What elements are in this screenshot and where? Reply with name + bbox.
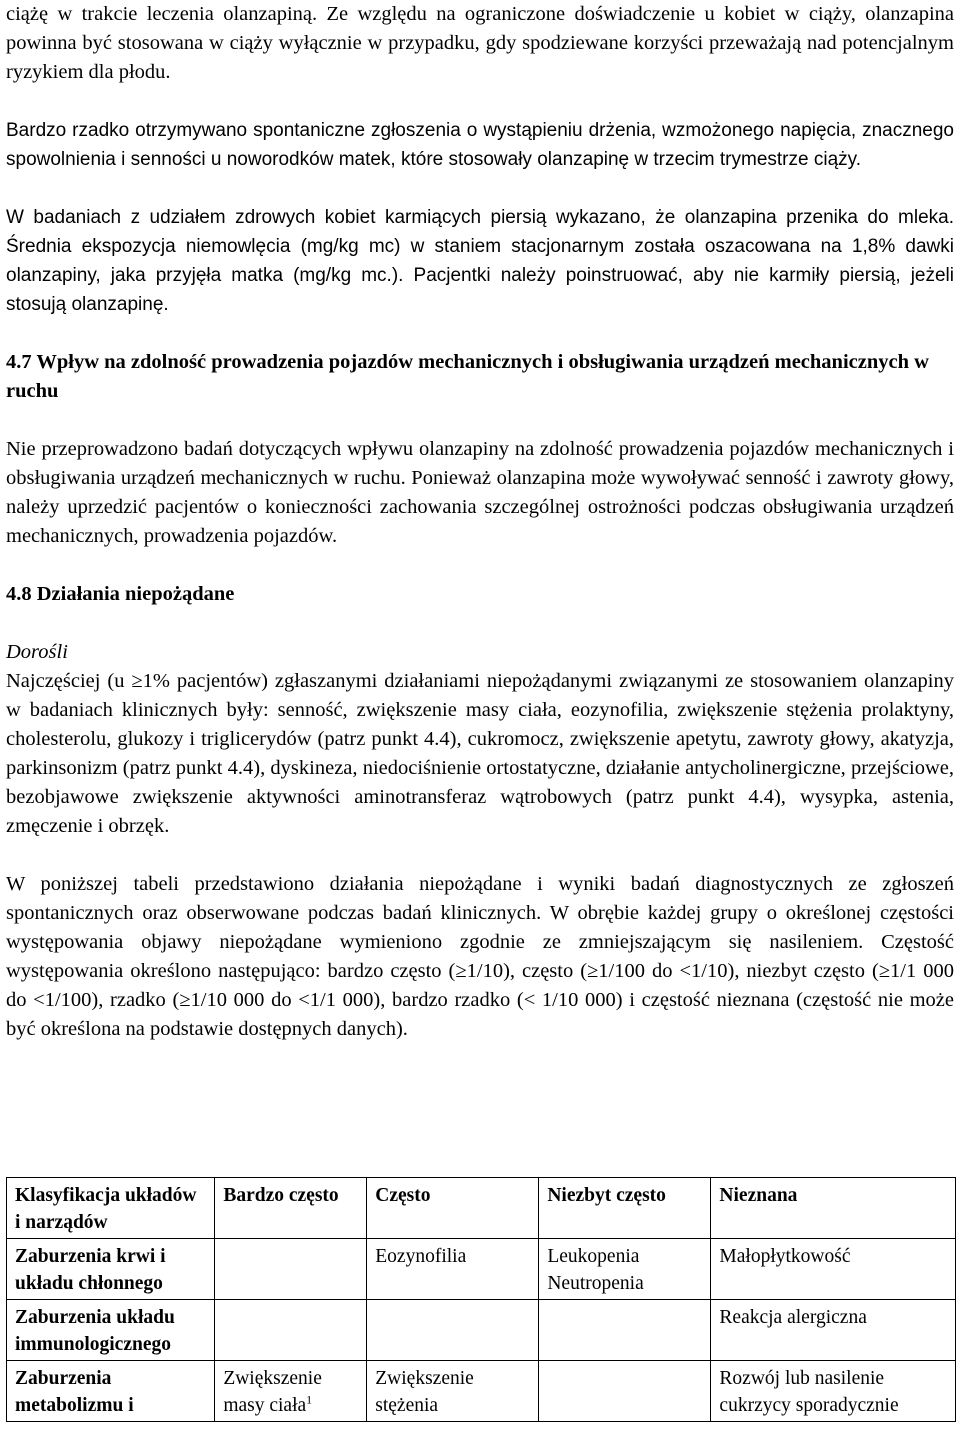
table-cell: Zwiększenie stężenia xyxy=(367,1361,539,1422)
table-cell: Leukopenia Neutropenia xyxy=(539,1239,711,1300)
header-common: Często xyxy=(367,1178,539,1239)
table-cell xyxy=(215,1361,367,1422)
adverse-effects-table xyxy=(6,1177,956,1422)
table-cell xyxy=(367,1300,539,1361)
table-cell xyxy=(215,1239,367,1300)
paragraph-pregnancy: ciążę w trakcie leczenia olanzapiną. Ze względu na ograniczone doświadczenie u kobiet w ciąży, olanzapina powinna być stosowana w ciąży wyłącznie w przypadku, gdy spodziewane korzyści przeważają nad potencjalnym ryzykiem dla płodu. xyxy=(6,3,954,83)
paragraph-newborn-reports: Bardzo rzadko otrzymywano spontaniczne zgłoszenia o wystąpieniu drżenia, wzmożonego napięcia, znacznego spowolnienia i senności u noworodków matek, które stosowały olanzapinę w trzecim trymestrze ciąży. xyxy=(6,120,954,170)
paragraph-frequency-definitions: W poniższej tabeli przedstawiono działania niepożądane i wyniki badań diagnostycznych ze zgłoszeń spontanicznych oraz obserwowane podczas badań klinicznych. W obrębie każdej grupy o określonej częstości występowania objawy niepożądane wymieniono zgodnie ze zmniejszającym się nasileniem. Częstość występowania określono następująco: bardzo często (≥1/10), często (≥1/100 do <1/10), niezbyt często (≥1/1 000 do <1/100), rzadko (≥1/10 000 do <1/1 000), bardzo rzadko (< 1/10 000) i częstość nieznana (częstość nie może być określona na podstawie dostępnych danych). xyxy=(6,873,954,1040)
footnote-marker: 1 xyxy=(306,1392,313,1407)
table-cell: Reakcja alergiczna xyxy=(711,1300,956,1361)
table-cell: Małopłytkowość xyxy=(711,1239,956,1300)
paragraph-breastfeeding: W badaniach z udziałem zdrowych kobiet karmiących piersią wykazano, że olanzapina przenika do mleka. Średnia ekspozycja niemowlęcia (mg/kg mc) w staniem stacjonarnym została oszacowana na 1,8% dawki olanzapiny, jaka przyjęła matka (mg/kg mc.). Pacjentki należy poinstruować, aby nie karmiły piersią, jeżeli stosują olanzapinę. xyxy=(6,207,954,315)
cell-text: Zwiększenie masy ciała xyxy=(223,1368,322,1416)
table-cell xyxy=(215,1300,367,1361)
table-cell: Zaburzenia układu immunologicznego xyxy=(7,1300,215,1361)
document-page xyxy=(6,0,954,1044)
header-unknown: Nieznana xyxy=(711,1178,956,1239)
section-heading-4-8: 4.8 Działania niepożądane xyxy=(6,583,235,605)
table-cell: Zaburzenia krwi i układu chłonnego xyxy=(7,1239,215,1300)
subheading-adults: Dorośli xyxy=(6,641,68,663)
table-cell: Rozwój lub nasilenie cukrzycy sporadycznie xyxy=(711,1361,956,1422)
paragraph-adverse-summary: Najczęściej (u ≥1% pacjentów) zgłaszanymi działaniami niepożądanymi związanymi ze stosowaniem olanzapiny w badaniach klinicznych były: senność, zwiększenie masy ciała, eozynofilia, zwiększenie stężenia prolaktyny, cholesterolu, glukozy i triglicerydów (patrz punkt 4.4), cukromocz, zwiększenie apetytu, zawroty głowy, akatyzja, parkinsonizm (patrz punkt 4.4), dyskineza, niedociśnienie ortostatyczne, działanie antycholinergiczne, przejściowe, bezobjawowe zwiększenie aktywności aminotransferaz wątrobowych (patrz punkt 4.4), wysypka, astenia, zmęczenie i obrzęk. xyxy=(6,670,954,837)
header-uncommon: Niezbyt często xyxy=(539,1178,711,1239)
table-row xyxy=(7,1361,956,1422)
table-row xyxy=(7,1300,956,1361)
table-row xyxy=(7,1239,956,1300)
table-cell: Zaburzenia metabolizmu i xyxy=(7,1361,215,1422)
section-heading-4-7: 4.7 Wpływ na zdolność prowadzenia pojazdów mechanicznych i obsługiwania urządzeń mechanicznych w ruchu xyxy=(6,351,929,402)
paragraph-driving: Nie przeprowadzono badań dotyczących wpływu olanzapiny na zdolność prowadzenia pojazdów mechanicznych i obsługiwania urządzeń mechanicznych w ruchu. Ponieważ olanzapina może wywoływać senność i zawroty głowy, należy uprzedzić pacjentów o konieczności zachowania szczególnej ostrożności podczas obsługiwania urządzeń mechanicznych, prowadzenia pojazdów. xyxy=(6,438,954,547)
table-cell xyxy=(539,1361,711,1422)
table-header-row xyxy=(7,1178,956,1239)
header-system-organ-class: Klasyfikacja układów i narządów xyxy=(7,1178,215,1239)
table-cell: Eozynofilia xyxy=(367,1239,539,1300)
table-cell xyxy=(539,1300,711,1361)
header-very-common: Bardzo często xyxy=(215,1178,367,1239)
